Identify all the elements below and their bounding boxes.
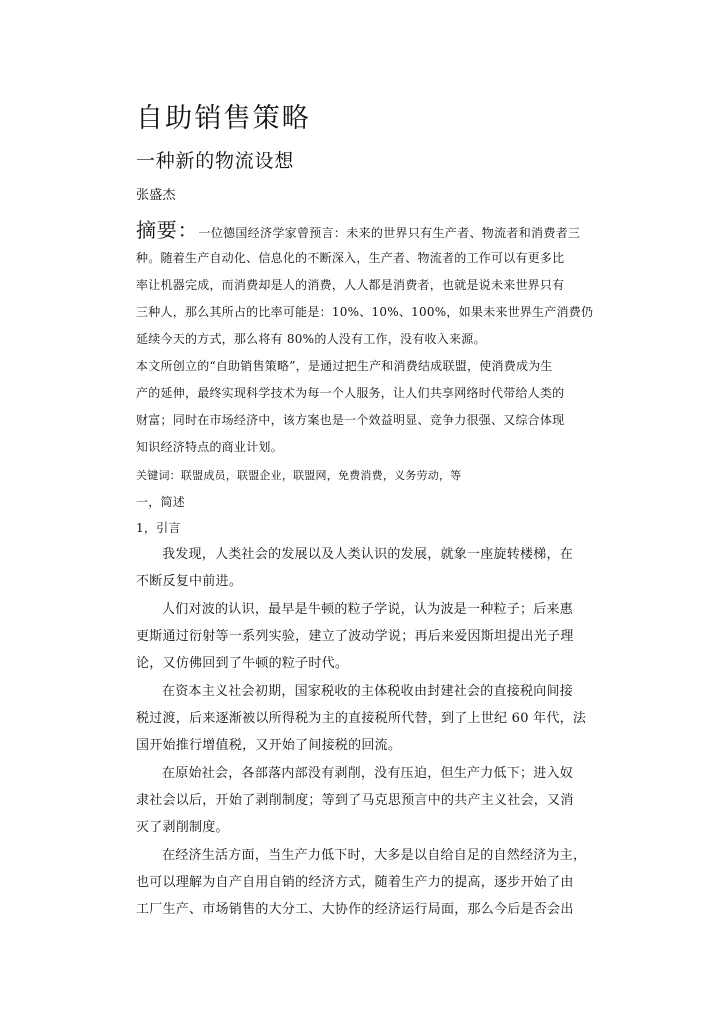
abstract-line: 延续今天的方式，那么将有 80%的人没有工作，没有收入来源。: [136, 332, 486, 346]
abstract-line: 率让机器完成，而消费却是人的消费，人人都是消费者，也就是说未来世界只有: [136, 278, 565, 292]
intro-line: 产的延伸，最终实现科学技术为每一个人服务，让人们共享网络时代带给人类的: [136, 386, 565, 400]
abstract-label: 摘要：: [136, 218, 199, 242]
paragraph-line: 在原始社会，各部落内部没有剥削，没有压迫，但生产力低下；进入奴: [162, 766, 574, 781]
paragraph-line: 我发现，人类社会的发展以及人类认识的发展，就象一座旋转楼梯，在: [162, 547, 574, 562]
abstract-first-line: [136, 214, 580, 243]
paragraph-line: 不断反复中前进。: [136, 574, 243, 589]
paragraph-line: 隶社会以后，开始了剥削制度；等到了马克思预言中的共产主义社会，又消: [136, 793, 574, 808]
abstract-line: 种。随着生产自动化、信息化的不断深入，生产者、物流者的工作可以有更多比: [136, 251, 565, 265]
paragraph-line: 税过渡，后来逐渐被以所得税为主的直接税所代替，到了上世纪 60 年代，法: [136, 711, 587, 726]
subsection-heading: 1，引言: [136, 521, 181, 535]
paragraph-line: 在资本主义社会初期，国家税收的主体税收由封建社会的直接税向间接: [162, 684, 574, 699]
paragraph-line: 国开始推行增值税，又开始了间接税的回流。: [136, 738, 402, 753]
paragraph-line: 灭了剥削制度。: [136, 820, 229, 835]
keywords-line: 关键词：联盟成员，联盟企业，联盟网，免费消费，义务劳动，等: [136, 469, 462, 482]
paragraph-line: 论，又仿佛回到了牛顿的粒子时代。: [136, 656, 349, 671]
abstract-line: 一位德国经济学家曾预言：未来的世界只有生产者、物流者和消费者三: [198, 226, 581, 240]
document-title: 自助销售策略: [136, 103, 311, 134]
author-name: 张盛杰: [136, 188, 176, 203]
abstract-line: 三种人，那么其所占的比率可能是：10%、10%、100%，如果未来世界生产消费仍: [136, 305, 594, 319]
paragraph-line: 工厂生产、市场销售的大分工、大协作的经济运行局面，那么今后是否会出: [136, 902, 574, 917]
paragraph-line: 人们对波的认识，最早是牛顿的粒子学说，认为波是一种粒子；后来惠: [162, 602, 574, 617]
section-heading: 一，简述: [136, 495, 185, 509]
paragraph-line: 也可以理解为自产自用自销的经济方式，随着生产力的提高，逐步开始了由: [136, 875, 574, 890]
intro-line: 本文所创立的“自助销售策略”，是通过把生产和消费结成联盟，使消费成为生: [136, 359, 553, 373]
paragraph-line: 更斯通过衍射等一系列实验，建立了波动学说；再后来爱因斯坦提出光子理: [136, 629, 574, 644]
paragraph-line: 在经济生活方面，当生产力低下时，大多是以自给自足的自然经济为主，: [162, 848, 587, 863]
intro-line: 知识经济特点的商业计划。: [136, 440, 283, 454]
intro-line: 财富；同时在市场经济中，该方案也是一个效益明显、竞争力很强、又综合体现: [136, 413, 565, 427]
document-subtitle: 一种新的物流设想: [136, 150, 295, 172]
